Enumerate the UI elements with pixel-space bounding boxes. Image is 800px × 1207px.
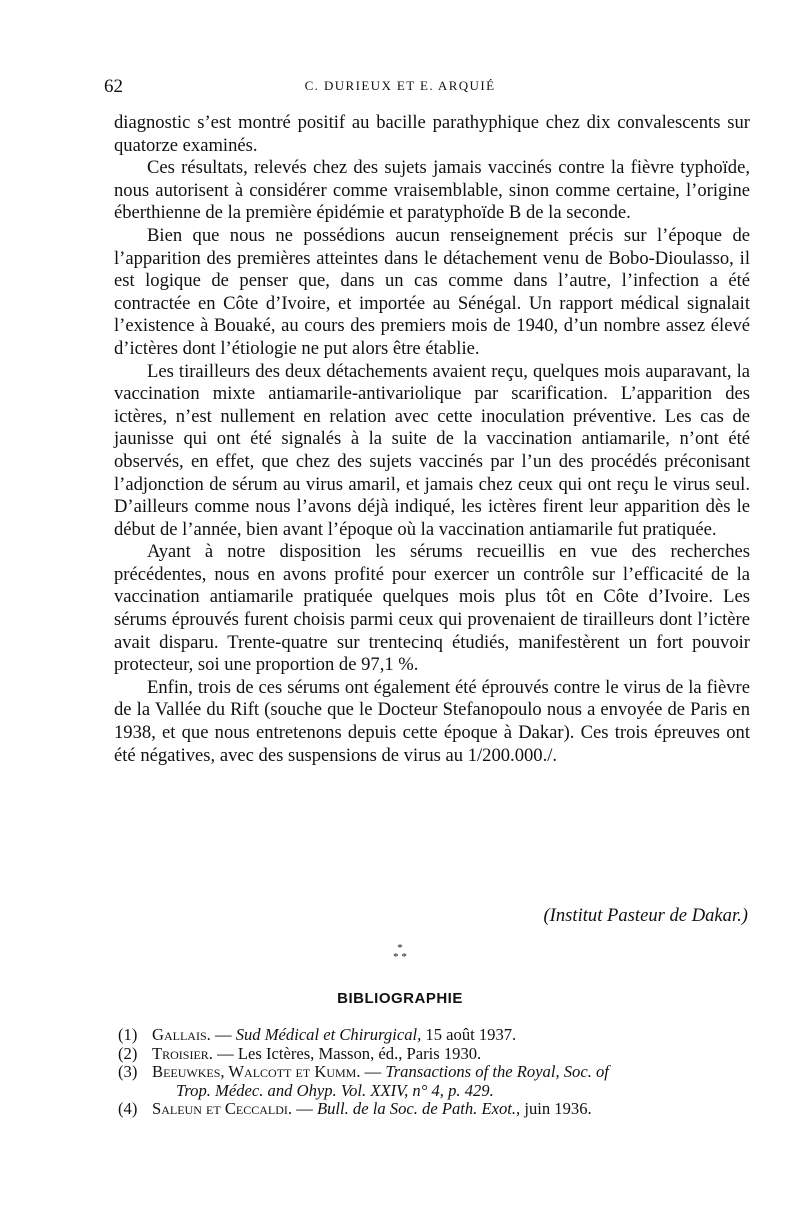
reference-body: [152, 1063, 758, 1100]
reference-item: [118, 1045, 758, 1064]
reference-title: Sud Médical et Chirurgical,: [235, 1025, 422, 1044]
paragraph: Bien que nous ne possédions aucun renseignement précis sur l’époque de l’apparition des premières atteintes dans le détachement venu de Bobo-Dioulasso, il est logique de penser que, dans un cas comme dans l’autre, l’infection a été contractée en Côte d’Ivoire, et importée au Sénégal. Un rapport médical signalait l’existence à Bouaké, au cours des premiers mois de 1940, d’un nombre assez élevé d’ictères dont l’étiologie ne put alors être établie.: [114, 224, 750, 359]
running-title: C. DURIEUX ET E. ARQUIÉ: [304, 78, 496, 93]
reference-item: [118, 1063, 758, 1100]
paragraph: Ayant à notre disposition les sérums recueillis en vue des recherches précédentes, nous en avons profité pour exercer un contrôle sur l’efficacité de la vaccination antiamarile pratiquée quelques mois plus tôt en Côte d’Ivoire. Les sérums éprouvés furent choisis parmi ceux qui provenaient de tirailleurs dont l’ictère avait disparu. Trente-quatre sur trentecinq étudiés, manifestèrent un fort pouvoir protecteur, soi une proportion de 97,1 %.: [114, 541, 750, 676]
reference-body: [152, 1026, 758, 1045]
reference-separator: —: [360, 1062, 386, 1082]
paragraph: Les tirailleurs des deux détachements avaient reçu, quelques mois auparavant, la vaccination mixte antiamarile-antivariolique par scarification. L’apparition des ictères, n’est nullement en relation avec cette inoculation préventive. Les cas de jaunisse qui ont été signalés à la suite de la vaccination antiamarile, n’ont été observés, en effet, que chez des sujets vaccinés par l’un des procédés préconisant l’adjonction de sérum au virus amaril, et jamais chez ceux qui ont reçu le virus seul. D’ailleurs comme nous l’avons déjà indiqué, les ictères firent leur apparition dès le début de l’année, bien avant l’époque où la vaccination antiamarile fut pratiquée.: [114, 360, 750, 540]
reference-authors: Beeuwkes, Walcott et Kumm.: [152, 1062, 361, 1082]
paragraph: Enfin, trois de ces sérums ont également été éprouvés contre le virus de la fièvre de la Vallée du Rift (souche que le Docteur Stefanopoulo nous a envoyée de Paris en 1938, et que nous entretenons depuis cette époque à Dakar). Ces trois épreuves ont été négatives, avec des suspensions de virus au 1/200.000./.: [114, 676, 750, 766]
reference-authors: Saleun et Ceccaldi.: [152, 1099, 293, 1119]
reference-separator: —: [210, 1025, 236, 1044]
reference-details: Les Ictères, Masson, éd., Paris 1930.: [237, 1043, 482, 1063]
reference-number: (2): [118, 1043, 138, 1063]
reference-item: [118, 1026, 758, 1045]
reference-title: Transactions of the Royal, Soc. of: [385, 1062, 609, 1082]
reference-number: (3): [118, 1062, 138, 1082]
reference-separator: —: [292, 1099, 317, 1119]
reference-number: (4): [118, 1099, 138, 1119]
reference-number: (1): [118, 1025, 138, 1044]
asterism-top: *: [397, 942, 403, 954]
reference-authors: Troisier.: [152, 1043, 213, 1063]
reference-item: [118, 1100, 758, 1119]
page-number: 62: [104, 76, 123, 97]
asterism-bottom: * *: [393, 951, 407, 963]
paragraph: Ces résultats, relevés chez des sujets jamais vaccinés contre la fièvre typhoïde, nous autorisent à considérer comme vraisemblable, sinon comme certaine, l’origine éberthienne de la première épidémie et paratyphoïde B de la seconde.: [114, 157, 750, 224]
institution-signature: (Institut Pasteur de Dakar.): [543, 905, 748, 926]
reference-authors: Gallais.: [152, 1025, 211, 1044]
bibliography-title: BIBLIOGRAPHIE: [337, 990, 463, 1007]
reference-details: 15 août 1937.: [421, 1025, 517, 1044]
reference-continuation: Trop. Médec. and Ohyp. Vol. XXIV, n° 4, p. 429.: [176, 1080, 494, 1100]
reference-separator: —: [212, 1043, 238, 1063]
reference-body: [152, 1100, 758, 1119]
reference-title: Bull. de la Soc. de Path. Exot.,: [316, 1099, 521, 1119]
paragraph: diagnostic s’est montré positif au bacille parathyphique chez dix convalescents sur quatorze examinés.: [114, 112, 750, 156]
reference-body: [152, 1045, 758, 1064]
body-text: [114, 112, 750, 767]
asterism-ornament: [0, 944, 800, 962]
reference-details: juin 1936.: [520, 1099, 592, 1119]
running-head: [0, 76, 800, 100]
bibliography-list: [118, 1026, 758, 1119]
